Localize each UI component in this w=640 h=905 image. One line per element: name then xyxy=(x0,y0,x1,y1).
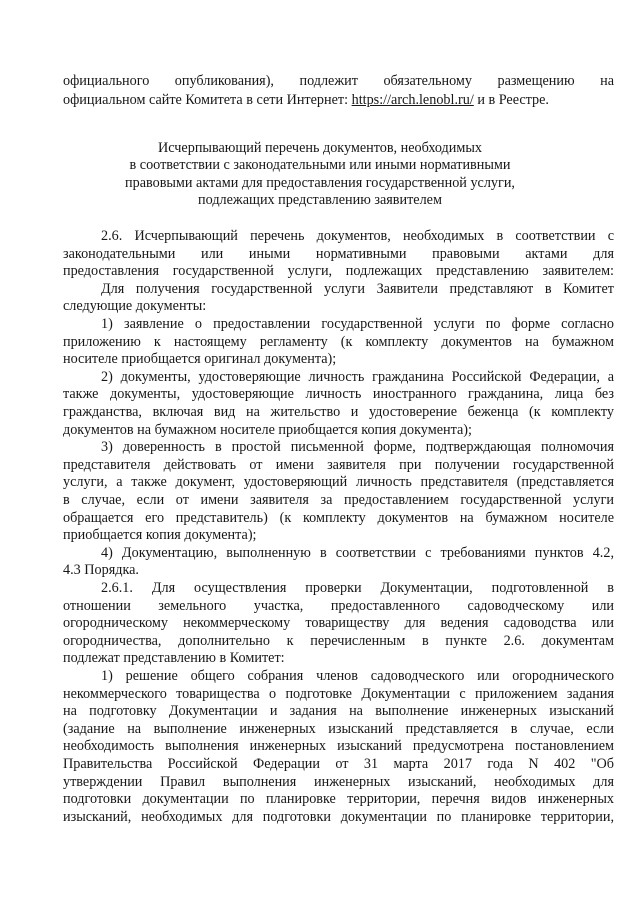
body-line: следующие документы: xyxy=(63,298,207,314)
body-line: 2) документы, удостоверяющие личность гражданина Российской Федерации, а xyxy=(101,369,614,385)
body-line: 1) заявление о предоставлении государственной услуги по форме согласно xyxy=(101,316,614,332)
body-line: некоммерческого товарищества о подготовке Документации с приложением задания xyxy=(63,686,614,702)
body-line: законодательными или иными нормативными правовыми актами для xyxy=(63,246,614,262)
body-line: необходимость выполнения инженерных изысканий предусмотрена постановлением xyxy=(63,738,614,754)
body-line: представителя действовать от имени заявителя при получении государственной xyxy=(63,457,614,473)
body-line: утверждении Правил выполнения инженерных изысканий, необходимых для xyxy=(63,774,614,790)
body-line: услуги, а также документ, удостоверяющий личность представителя (представляется xyxy=(63,474,614,490)
section-heading-line-4: подлежащих представлению заявителем xyxy=(198,192,442,208)
body-line: носителе приобщается оригинал документа); xyxy=(63,351,337,367)
body-line: обращается его представитель) (к комплекту документов на бумажном носителе xyxy=(63,510,614,526)
committee-website-link[interactable]: https://arch.lenobl.ru/ xyxy=(351,92,474,108)
body-line: на подготовку Документации и задания на выполнение инженерных изысканий xyxy=(63,703,614,719)
body-line: изысканий, необходимых для подготовки документации по планировке территории, xyxy=(63,809,614,825)
body-line: (задание на выполнение инженерных изысканий представляется в случае, если xyxy=(63,721,614,737)
body-line: Правительства Российской Федерации от 31 марта 2017 года N 402 "Об xyxy=(63,756,614,772)
body-line: гражданства, включая вид на жительство и удостоверение беженца (к комплекту xyxy=(63,404,614,420)
section-heading-line-2: в соответствии с законодательными или иными нормативными xyxy=(129,157,511,173)
section-heading-line-1: Исчерпывающий перечень документов, необходимых xyxy=(158,140,482,156)
body-line: 1) решение общего собрания членов садоводческого или огороднического xyxy=(101,668,614,684)
section-heading-line-3: правовыми актами для предоставления государственной услуги, xyxy=(125,175,515,191)
intro-line-1: официального опубликования), подлежит обязательному размещению на xyxy=(63,73,614,89)
body-line: документов на бумажном носителе приобщается копия документа); xyxy=(63,422,472,438)
body-line: подготовки документации по планировке территории, перечня видов инженерных xyxy=(63,791,614,807)
body-line: приобщается копия документа); xyxy=(63,527,257,543)
body-line: 2.6. Исчерпывающий перечень документов, необходимых в соответствии с xyxy=(101,228,614,244)
body-line: 3) доверенность в простой письменной форме, подтверждающая полномочия xyxy=(101,439,614,455)
intro-line-2 xyxy=(63,92,549,109)
body-line: приложению к настоящему регламенту (к комплекту документов на бумажном xyxy=(63,334,614,350)
intro-line-2-tail: и в Реестре. xyxy=(473,92,549,108)
body-line: огородничества, дополнительно к перечисленным в пункте 2.6. документам xyxy=(63,633,614,649)
body-line: огородническому некоммерческому товариществу для ведения садоводства или xyxy=(63,615,614,631)
body-line: Для получения государственной услуги Заявители представляют в Комитет xyxy=(101,281,614,297)
body-line: 4.3 Порядка. xyxy=(63,562,139,578)
body-line: 2.6.1. Для осуществления проверки Документации, подготовленной в xyxy=(101,580,614,596)
body-line: предоставления государственной услуги, подлежащих представлению заявителем: xyxy=(63,263,614,279)
body-line: в случае, если от имени заявителя за предоставлением государственной услуги xyxy=(63,492,614,508)
body-line: подлежат представлению в Комитет: xyxy=(63,650,285,666)
body-line: 4) Документацию, выполненную в соответствии с требованиями пунктов 4.2, xyxy=(101,545,614,561)
intro-line-2-text: официальном сайте Комитета в сети Интернет: xyxy=(63,92,352,108)
body-line: отношении земельного участка, предоставленного садоводческому или xyxy=(63,598,614,614)
body-line: также документы, удостоверяющие личность иностранного гражданина, лица без xyxy=(63,386,614,402)
